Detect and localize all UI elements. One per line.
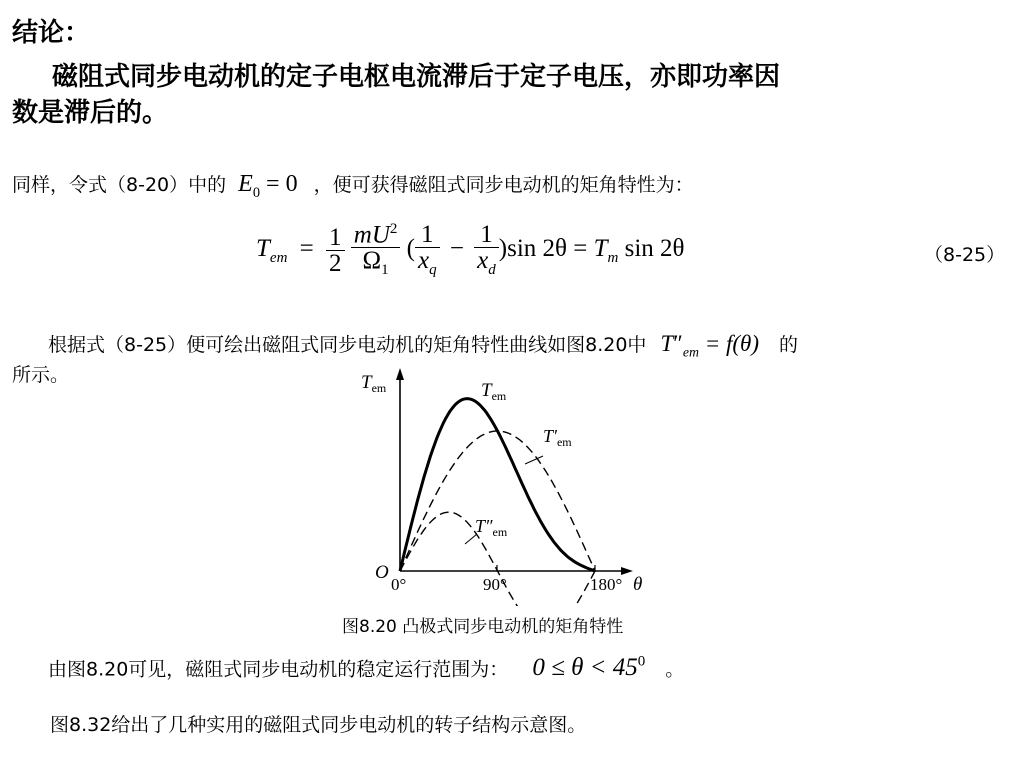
label-tem-prime: $T'_{em}$: [543, 426, 572, 449]
torque-formula: $T_{em}$ = $\frac{1}{2}$ $\frac{mU^2}{\Omega_1}$ ( $\frac{1}{x_q}$ − $\frac{1}{x_d}$ )sin $2\theta = T_m$ sin 2θ: [256, 221, 685, 279]
inline-equation-tem-double-prime: $T''_{em} = f(\theta)$: [660, 331, 759, 360]
tem-curve: [400, 399, 595, 571]
equation-number: （8-25）: [924, 244, 1006, 266]
paragraph-1-suffix: ，便可获得磁阻式同步电动机的矩角特性为：: [313, 174, 694, 196]
paragraph-2-line-1: 根据式（8-25）便可绘出磁阻式同步电动机的矩角特性曲线如图8.20中 $T''_{em} = f(\theta)$ 的: [48, 331, 799, 360]
paragraph-2-line-2: 所示。: [12, 364, 70, 386]
inline-equation-e0: $E_0 = 0$: [238, 171, 298, 201]
tem-prime-curve: [400, 431, 595, 571]
paragraph-3: 由图8.20可见，磁阻式同步电动机的稳定运行范围为： $0 \le \theta < 45^0$ 。: [48, 654, 685, 682]
x-axis-arrow: [621, 567, 633, 575]
figure-caption: 图8.20 凸极式同步电动机的矩角特性: [342, 617, 624, 637]
conclusion-line-1: 磁阻式同步电动机的定子电枢电流滞后于定子电压，亦即功率因: [52, 62, 781, 92]
stable-range-inequality: $0 \le \theta < 45^0$: [532, 654, 646, 682]
paragraph-1-prefix: 同样，令式（8-20）中的: [12, 174, 227, 196]
origin-label: O: [375, 562, 389, 583]
tick-label-180: 180°: [590, 575, 623, 594]
conclusion-line-2: 数是滞后的。: [12, 98, 169, 128]
y-axis-arrow: [396, 368, 404, 380]
fraction-one-over-xq: $\frac{1}{x_q}$: [415, 222, 440, 278]
torque-angle-figure: [355, 366, 665, 606]
fraction-half: $\frac{1}{2}$: [326, 225, 345, 276]
fraction-one-over-xd: $\frac{1}{x_d}$: [474, 222, 499, 278]
tick-label-90: 90°: [483, 575, 507, 594]
y-axis-label: $T_{em}$: [361, 372, 387, 395]
conclusion-label: 结论：: [12, 18, 91, 48]
label-tem: $T_{em}$: [481, 380, 507, 403]
paragraph-1: [12, 170, 694, 202]
theta-label: θ: [633, 574, 643, 595]
fraction-mu-omega: $\frac{mU^2}{\Omega_1}$: [351, 222, 401, 278]
tick-label-0: 0°: [391, 575, 407, 594]
paragraph-4: 图8.32给出了几种实用的磁阻式同步电动机的转子结构示意图。: [50, 714, 587, 736]
label-tem-double-prime: $T''_{em}$: [475, 516, 508, 539]
